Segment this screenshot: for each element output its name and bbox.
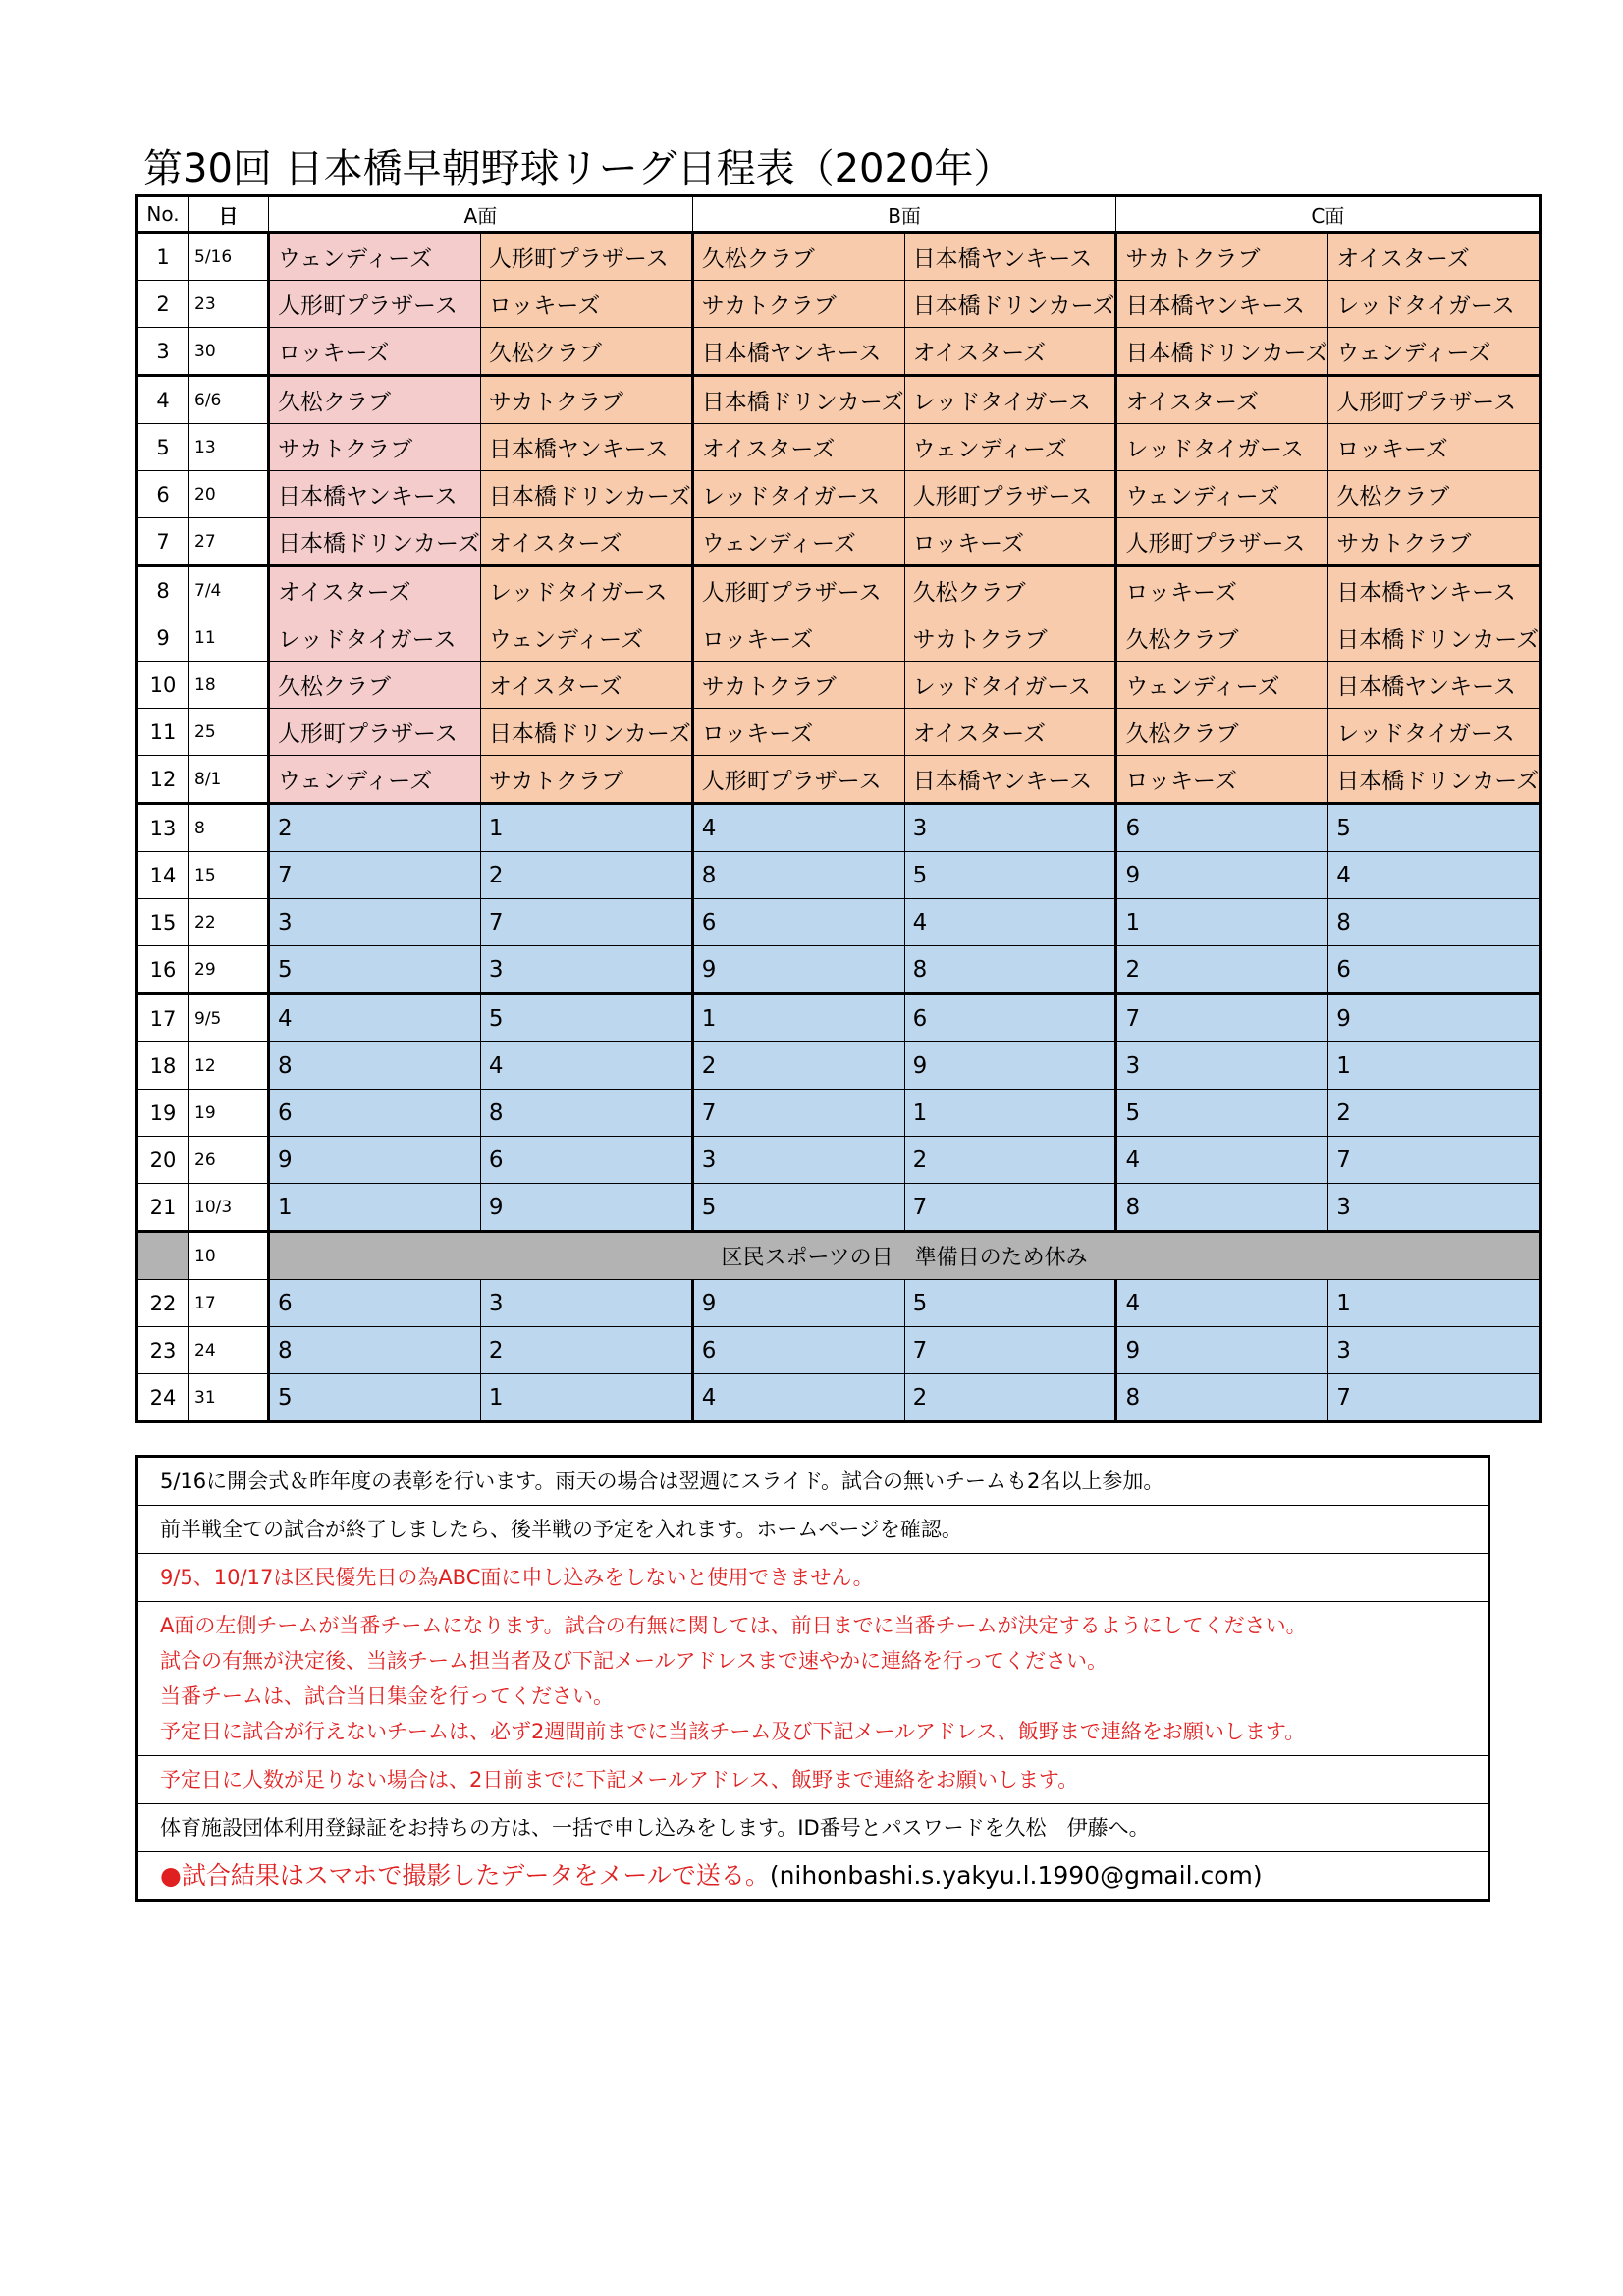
court-b-left-team: 日本橋ヤンキース [692, 328, 904, 376]
court-a-left-team: ウェンディーズ [269, 756, 481, 804]
table-row [137, 804, 1541, 852]
court-a-right-team: 9 [480, 1184, 692, 1232]
court-a-right-team: オイスターズ [480, 662, 692, 709]
row-day: 17 [189, 1280, 269, 1327]
court-a-right-team: 日本橋ヤンキース [480, 424, 692, 471]
row-number: 22 [137, 1280, 189, 1327]
court-b-right-team: 5 [904, 852, 1116, 899]
table-row [137, 1374, 1541, 1422]
court-b-right-team: ロッキーズ [904, 518, 1116, 566]
header-no: No. [137, 196, 189, 233]
court-c-left-team: 日本橋ドリンカーズ [1116, 328, 1328, 376]
court-a-left-team: 日本橋ヤンキース [269, 471, 481, 518]
note-block [138, 1756, 1488, 1804]
header-court-b: B面 [692, 196, 1116, 233]
note-line: 体育施設団体利用登録証をお持ちの方は、一括で申し込みをします。ID番号とパスワードを久松 伊藤へ。 [160, 1816, 1150, 1840]
row-number [137, 1232, 189, 1280]
table-row [137, 518, 1541, 566]
note-line: 5/16に開会式＆昨年度の表彰を行います。雨天の場合は翌週にスライド。試合の無いチームも2名以上参加。 [160, 1469, 1164, 1493]
court-b-right-team: 4 [904, 899, 1116, 946]
row-day: 13 [189, 424, 269, 471]
note-line: 9/5、10/17は区民優先日の為ABC面に申し込みをしないと使用できません。 [160, 1566, 874, 1589]
court-c-right-team: 日本橋ドリンカーズ [1328, 756, 1541, 804]
court-a-left-team: レッドタイガース [269, 614, 481, 662]
court-a-right-team: 7 [480, 899, 692, 946]
court-b-right-team: オイスターズ [904, 709, 1116, 756]
court-a-right-team: サカトクラブ [480, 756, 692, 804]
table-row [137, 852, 1541, 899]
court-c-left-team: 日本橋ヤンキース [1116, 281, 1328, 328]
court-c-left-team: ロッキーズ [1116, 756, 1328, 804]
row-day: 22 [189, 899, 269, 946]
court-a-right-team: 人形町プラザース [480, 233, 692, 281]
court-c-left-team: 3 [1116, 1042, 1328, 1090]
court-b-right-team: 日本橋ヤンキース [904, 756, 1116, 804]
row-day: 5/16 [189, 233, 269, 281]
court-c-left-team: サカトクラブ [1116, 233, 1328, 281]
court-a-right-team: 5 [480, 994, 692, 1042]
court-c-left-team: 1 [1116, 899, 1328, 946]
court-c-right-team: レッドタイガース [1328, 709, 1541, 756]
court-c-right-team: レッドタイガース [1328, 281, 1541, 328]
table-row [137, 233, 1541, 281]
court-a-left-team: 8 [269, 1042, 481, 1090]
row-day: 10 [189, 1232, 269, 1280]
court-b-right-team: 日本橋ヤンキース [904, 233, 1116, 281]
court-b-right-team: 人形町プラザース [904, 471, 1116, 518]
row-number: 3 [137, 328, 189, 376]
court-a-right-team: 日本橋ドリンカーズ [480, 471, 692, 518]
court-a-left-team: 久松クラブ [269, 376, 481, 424]
row-day: 19 [189, 1090, 269, 1137]
court-b-left-team: 久松クラブ [692, 233, 904, 281]
court-b-right-team: 9 [904, 1042, 1116, 1090]
court-c-left-team: 2 [1116, 946, 1328, 994]
table-row [137, 994, 1541, 1042]
court-b-left-team: レッドタイガース [692, 471, 904, 518]
court-a-right-team: 2 [480, 852, 692, 899]
court-c-left-team: ウェンディーズ [1116, 662, 1328, 709]
court-b-left-team: 8 [692, 852, 904, 899]
court-b-left-team: ロッキーズ [692, 709, 904, 756]
note-block [138, 1852, 1488, 1899]
row-number: 17 [137, 994, 189, 1042]
note-line: 試合の有無が決定後、当該チーム担当者及び下記メールアドレスまで速やかに連絡を行ってください。 [160, 1649, 1108, 1673]
court-c-right-team: 7 [1328, 1374, 1541, 1422]
row-number: 5 [137, 424, 189, 471]
court-b-left-team: 日本橋ドリンカーズ [692, 376, 904, 424]
court-a-left-team: ウェンディーズ [269, 233, 481, 281]
court-a-right-team: 8 [480, 1090, 692, 1137]
table-row [137, 1137, 1541, 1184]
table-row [137, 1280, 1541, 1327]
court-a-left-team: ロッキーズ [269, 328, 481, 376]
row-number: 13 [137, 804, 189, 852]
court-c-right-team: 4 [1328, 852, 1541, 899]
court-b-left-team: 6 [692, 1327, 904, 1374]
court-c-left-team: 9 [1116, 1327, 1328, 1374]
court-b-right-team: レッドタイガース [904, 662, 1116, 709]
row-day: 10/3 [189, 1184, 269, 1232]
table-row [137, 946, 1541, 994]
court-b-right-team: オイスターズ [904, 328, 1116, 376]
row-number: 15 [137, 899, 189, 946]
note-line: 前半戦全ての試合が終了しましたら、後半戦の予定を入れます。ホームページを確認。 [160, 1518, 962, 1541]
note-line: 当番チームは、試合当日集金を行ってください。 [160, 1684, 614, 1708]
court-c-right-team: ウェンディーズ [1328, 328, 1541, 376]
row-number: 23 [137, 1327, 189, 1374]
note-block [138, 1804, 1488, 1852]
court-b-left-team: ウェンディーズ [692, 518, 904, 566]
note-line: 予定日に試合が行えないチームは、必ず2週間前までに当該チーム及び下記メールアドレス、飯野まで連絡をお願いします。 [160, 1720, 1306, 1743]
row-number: 18 [137, 1042, 189, 1090]
court-b-right-team: ウェンディーズ [904, 424, 1116, 471]
court-a-right-team: オイスターズ [480, 518, 692, 566]
court-a-left-team: 人形町プラザース [269, 281, 481, 328]
court-a-left-team: オイスターズ [269, 566, 481, 614]
court-c-left-team: 人形町プラザース [1116, 518, 1328, 566]
table-row [137, 899, 1541, 946]
court-a-right-team: 1 [480, 1374, 692, 1422]
court-b-left-team: 7 [692, 1090, 904, 1137]
table-row [137, 424, 1541, 471]
court-b-left-team: 4 [692, 804, 904, 852]
court-a-left-team: 8 [269, 1327, 481, 1374]
table-header-row [137, 196, 1541, 233]
court-c-right-team: 1 [1328, 1280, 1541, 1327]
note-line: 予定日に人数が足りない場合は、2日前までに下記メールアドレス、飯野まで連絡をお願いします。 [160, 1768, 1079, 1791]
court-c-left-team: 6 [1116, 804, 1328, 852]
page-title: 第30回 日本橋早朝野球リーグ日程表（2020年） [143, 146, 1013, 191]
court-c-left-team: 7 [1116, 994, 1328, 1042]
row-day: 7/4 [189, 566, 269, 614]
court-b-left-team: 9 [692, 946, 904, 994]
note-line: A面の左側チームが当番チームになります。試合の有無に関しては、前日までに当番チームが決定するようにしてください。 [160, 1614, 1307, 1637]
court-a-left-team: 1 [269, 1184, 481, 1232]
court-c-left-team: 久松クラブ [1116, 614, 1328, 662]
court-b-left-team: 1 [692, 994, 904, 1042]
court-a-right-team: 4 [480, 1042, 692, 1090]
court-c-right-team: 日本橋ドリンカーズ [1328, 614, 1541, 662]
row-number: 9 [137, 614, 189, 662]
court-b-right-team: レッドタイガース [904, 376, 1116, 424]
row-number: 7 [137, 518, 189, 566]
table-row [137, 1090, 1541, 1137]
table-row [137, 566, 1541, 614]
court-a-left-team: サカトクラブ [269, 424, 481, 471]
row-day: 9/5 [189, 994, 269, 1042]
header-day: 日 [189, 196, 269, 233]
court-a-left-team: 9 [269, 1137, 481, 1184]
court-a-left-team: 5 [269, 946, 481, 994]
court-c-left-team: 9 [1116, 852, 1328, 899]
court-b-right-team: 3 [904, 804, 1116, 852]
court-a-left-team: 日本橋ドリンカーズ [269, 518, 481, 566]
table-row [137, 1184, 1541, 1232]
table-row [137, 662, 1541, 709]
court-b-right-team: 7 [904, 1327, 1116, 1374]
row-day: 23 [189, 281, 269, 328]
court-b-left-team: サカトクラブ [692, 281, 904, 328]
court-b-right-team: 8 [904, 946, 1116, 994]
court-a-right-team: 6 [480, 1137, 692, 1184]
row-number: 20 [137, 1137, 189, 1184]
court-c-right-team: 9 [1328, 994, 1541, 1042]
court-c-right-team: 5 [1328, 804, 1541, 852]
court-c-right-team: 久松クラブ [1328, 471, 1541, 518]
table-row [137, 614, 1541, 662]
table-row [137, 471, 1541, 518]
court-b-right-team: 久松クラブ [904, 566, 1116, 614]
table-row [137, 328, 1541, 376]
note-block [138, 1506, 1488, 1554]
court-b-right-team: 日本橋ドリンカーズ [904, 281, 1116, 328]
court-c-right-team: ロッキーズ [1328, 424, 1541, 471]
court-a-right-team: 2 [480, 1327, 692, 1374]
court-a-right-team: ロッキーズ [480, 281, 692, 328]
court-a-left-team: 6 [269, 1280, 481, 1327]
row-number: 16 [137, 946, 189, 994]
court-c-left-team: レッドタイガース [1116, 424, 1328, 471]
court-b-right-team: サカトクラブ [904, 614, 1116, 662]
row-number: 11 [137, 709, 189, 756]
note-block [138, 1602, 1488, 1756]
row-day: 29 [189, 946, 269, 994]
court-b-left-team: 人形町プラザース [692, 566, 904, 614]
row-number: 6 [137, 471, 189, 518]
court-c-left-team: 8 [1116, 1374, 1328, 1422]
row-day: 26 [189, 1137, 269, 1184]
table-row [137, 709, 1541, 756]
court-c-left-team: 4 [1116, 1137, 1328, 1184]
court-b-left-team: オイスターズ [692, 424, 904, 471]
court-a-left-team: 7 [269, 852, 481, 899]
row-day: 20 [189, 471, 269, 518]
court-b-left-team: 2 [692, 1042, 904, 1090]
court-b-right-team: 6 [904, 994, 1116, 1042]
row-number: 8 [137, 566, 189, 614]
row-day: 27 [189, 518, 269, 566]
table-row [137, 376, 1541, 424]
court-c-left-team: ロッキーズ [1116, 566, 1328, 614]
table-row [137, 1327, 1541, 1374]
header-court-c: C面 [1116, 196, 1541, 233]
row-number: 19 [137, 1090, 189, 1137]
row-day: 15 [189, 852, 269, 899]
row-day: 8 [189, 804, 269, 852]
court-c-right-team: オイスターズ [1328, 233, 1541, 281]
notes-box [135, 1455, 1490, 1902]
row-day: 31 [189, 1374, 269, 1422]
court-b-left-team: 3 [692, 1137, 904, 1184]
note-block [138, 1458, 1488, 1506]
court-b-left-team: 4 [692, 1374, 904, 1422]
schedule-table [135, 194, 1542, 1423]
row-day: 8/1 [189, 756, 269, 804]
table-row [137, 1232, 1541, 1280]
row-number: 10 [137, 662, 189, 709]
court-c-left-team: 5 [1116, 1090, 1328, 1137]
row-number: 4 [137, 376, 189, 424]
court-b-left-team: 5 [692, 1184, 904, 1232]
header-court-a: A面 [269, 196, 693, 233]
table-row [137, 281, 1541, 328]
row-number: 2 [137, 281, 189, 328]
court-b-right-team: 1 [904, 1090, 1116, 1137]
row-day: 24 [189, 1327, 269, 1374]
court-c-right-team: 2 [1328, 1090, 1541, 1137]
court-a-left-team: 3 [269, 899, 481, 946]
court-a-left-team: 6 [269, 1090, 481, 1137]
court-b-left-team: 9 [692, 1280, 904, 1327]
holiday-note: 区民スポーツの日 準備日のため休み [269, 1232, 1541, 1280]
court-a-left-team: 久松クラブ [269, 662, 481, 709]
row-number: 12 [137, 756, 189, 804]
note-block [138, 1554, 1488, 1602]
court-b-left-team: サカトクラブ [692, 662, 904, 709]
row-number: 24 [137, 1374, 189, 1422]
row-day: 11 [189, 614, 269, 662]
row-day: 25 [189, 709, 269, 756]
court-c-right-team: 8 [1328, 899, 1541, 946]
court-a-left-team: 4 [269, 994, 481, 1042]
court-c-right-team: 日本橋ヤンキース [1328, 566, 1541, 614]
court-c-right-team: 6 [1328, 946, 1541, 994]
court-c-right-team: 3 [1328, 1184, 1541, 1232]
row-day: 30 [189, 328, 269, 376]
court-c-left-team: 4 [1116, 1280, 1328, 1327]
court-c-right-team: 3 [1328, 1327, 1541, 1374]
court-b-left-team: 6 [692, 899, 904, 946]
court-a-left-team: 人形町プラザース [269, 709, 481, 756]
court-c-right-team: サカトクラブ [1328, 518, 1541, 566]
court-a-right-team: 3 [480, 1280, 692, 1327]
row-day: 6/6 [189, 376, 269, 424]
court-c-left-team: オイスターズ [1116, 376, 1328, 424]
note-line: ●試合結果はスマホで撮影したデータをメールで送る。(nihonbashi.s.yakyu.l.1990@gmail.com) [160, 1861, 1263, 1890]
court-c-right-team: 日本橋ヤンキース [1328, 662, 1541, 709]
court-a-right-team: 3 [480, 946, 692, 994]
court-b-right-team: 2 [904, 1137, 1116, 1184]
table-row [137, 1042, 1541, 1090]
court-a-left-team: 5 [269, 1374, 481, 1422]
table-row [137, 756, 1541, 804]
court-c-left-team: ウェンディーズ [1116, 471, 1328, 518]
court-c-left-team: 8 [1116, 1184, 1328, 1232]
court-b-right-team: 7 [904, 1184, 1116, 1232]
row-day: 12 [189, 1042, 269, 1090]
court-a-right-team: 1 [480, 804, 692, 852]
court-a-right-team: ウェンディーズ [480, 614, 692, 662]
court-a-right-team: レッドタイガース [480, 566, 692, 614]
court-a-right-team: 日本橋ドリンカーズ [480, 709, 692, 756]
court-c-right-team: 7 [1328, 1137, 1541, 1184]
court-b-left-team: 人形町プラザース [692, 756, 904, 804]
court-a-right-team: 久松クラブ [480, 328, 692, 376]
row-number: 14 [137, 852, 189, 899]
row-number: 21 [137, 1184, 189, 1232]
court-c-right-team: 1 [1328, 1042, 1541, 1090]
court-b-right-team: 5 [904, 1280, 1116, 1327]
court-c-right-team: 人形町プラザース [1328, 376, 1541, 424]
court-a-left-team: 2 [269, 804, 481, 852]
court-b-left-team: ロッキーズ [692, 614, 904, 662]
court-a-right-team: サカトクラブ [480, 376, 692, 424]
court-c-left-team: 久松クラブ [1116, 709, 1328, 756]
court-b-right-team: 2 [904, 1374, 1116, 1422]
row-number: 1 [137, 233, 189, 281]
row-day: 18 [189, 662, 269, 709]
